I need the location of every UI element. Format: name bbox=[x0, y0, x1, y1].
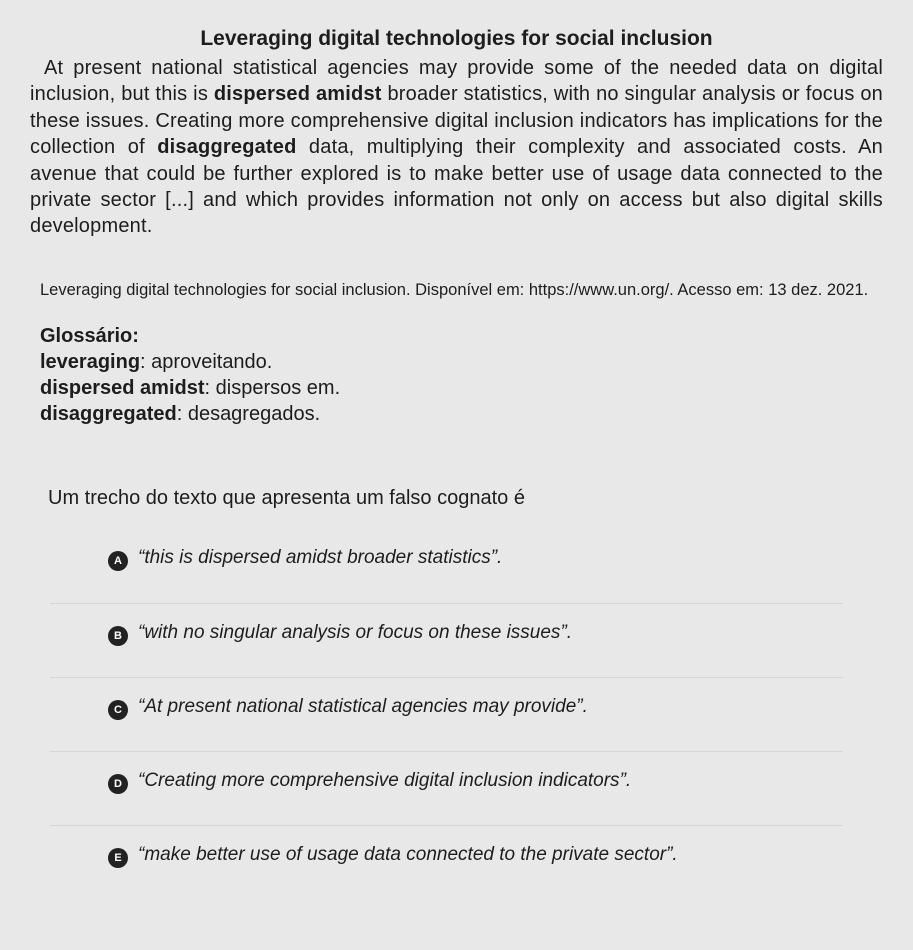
option-a[interactable] bbox=[50, 529, 843, 603]
glossary-def: : desagregados. bbox=[176, 402, 321, 425]
glossary-def: : aproveitando. bbox=[140, 350, 273, 373]
passage-part-2: broader statistics, with no singular analysis or focus on these issues. Creating more comprehensive digital inclusion indicators has implications for the collection of bbox=[30, 83, 883, 159]
glossary-term: disaggregated bbox=[40, 402, 177, 425]
answer-options bbox=[30, 529, 883, 899]
glossary-term: leveraging bbox=[40, 350, 141, 373]
option-d[interactable] bbox=[50, 751, 843, 825]
question-text: Um trecho do texto que apresenta um falso cognato é bbox=[48, 486, 525, 509]
option-text: “ make better use of usage data connected to the private sector ”. bbox=[138, 844, 678, 866]
option-letter-badge: B bbox=[108, 626, 128, 646]
passage-text bbox=[30, 55, 883, 240]
glossary-item bbox=[40, 349, 883, 375]
glossary-def: : dispersos em. bbox=[204, 376, 341, 399]
passage-bold-dispersed: dispersed amidst bbox=[213, 83, 382, 106]
passage-part-3: data, multiplying their complexity and associated costs. An avenue that could be further explored is to make better use of usage data connected to the private sector [...] and which provides information not only on access but also digital skills development. bbox=[30, 136, 883, 238]
option-letter-badge: E bbox=[108, 848, 128, 868]
source-citation: Leveraging digital technologies for social inclusion. Disponível em: https://www.un.org/. Acesso em: 13 dez. 2021. bbox=[40, 280, 869, 299]
option-c[interactable] bbox=[50, 677, 843, 751]
glossary-item bbox=[40, 401, 883, 427]
option-letter-badge: D bbox=[108, 774, 128, 794]
glossary-title: Glossário: bbox=[40, 324, 139, 347]
option-e[interactable] bbox=[50, 825, 843, 899]
passage-bold-disaggregated: disaggregated bbox=[157, 136, 297, 159]
option-text: “ At present national statistical agencies may provide ”. bbox=[138, 696, 588, 718]
option-letter-badge: A bbox=[108, 551, 128, 571]
glossary bbox=[30, 323, 883, 427]
glossary-item bbox=[40, 375, 883, 401]
glossary-term: dispersed amidst bbox=[40, 376, 205, 399]
option-letter-badge: C bbox=[108, 700, 128, 720]
passage-part-1: At present national statistical agencies may provide some of the needed data on digital inclusion, but this is bbox=[30, 57, 883, 106]
option-text: “ with no singular analysis or focus on these issues ”. bbox=[138, 622, 572, 644]
option-text: “ this is dispersed amidst broader statistics ”. bbox=[138, 547, 502, 569]
passage-title: Leveraging digital technologies for social inclusion bbox=[200, 27, 713, 50]
option-b[interactable] bbox=[50, 603, 843, 677]
option-text: “ Creating more comprehensive digital inclusion indicators ”. bbox=[138, 770, 631, 792]
